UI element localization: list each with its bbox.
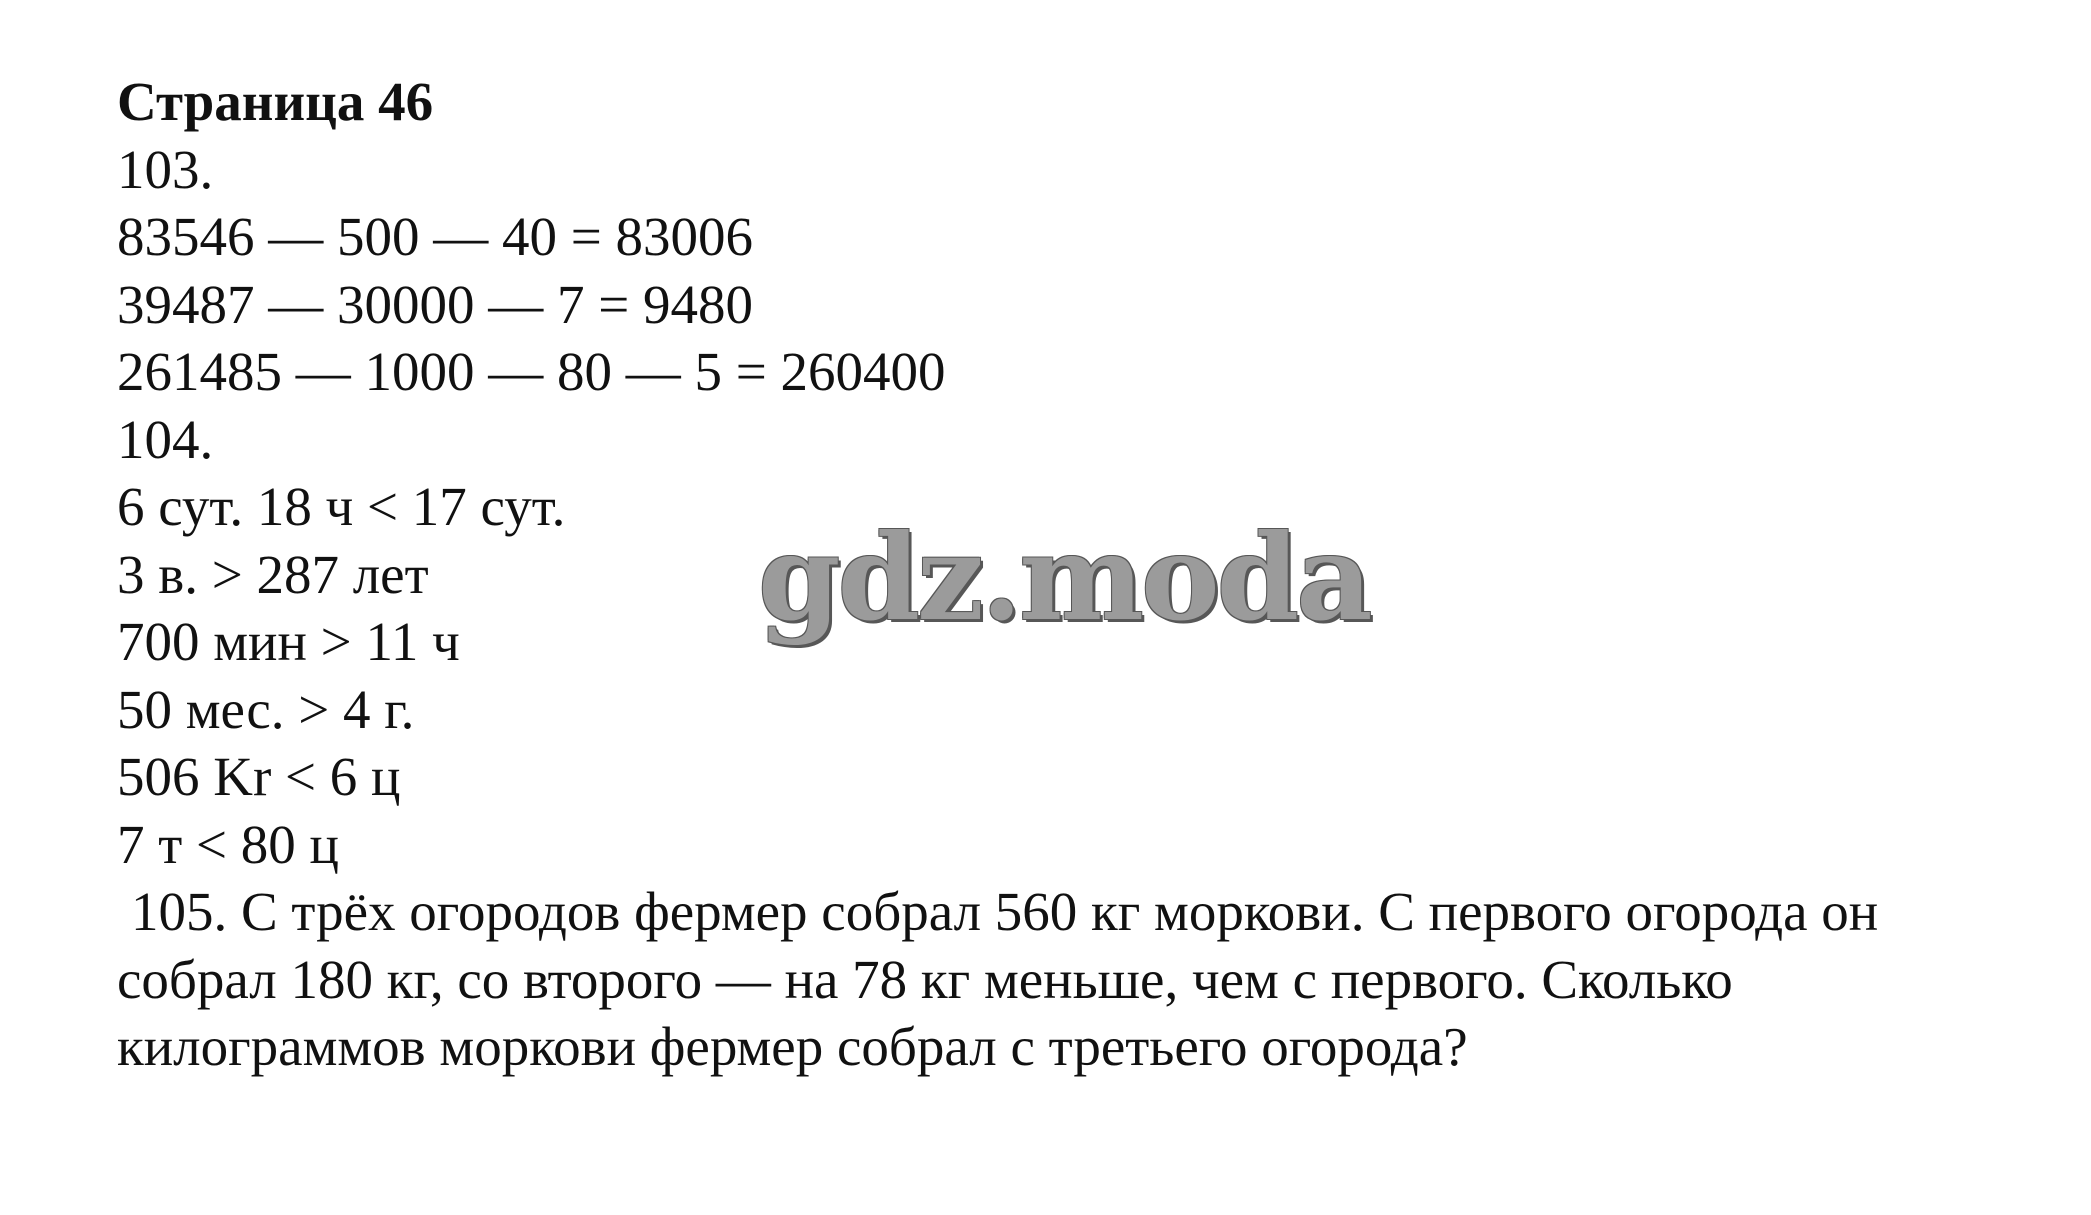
- page-title: Страница 46: [117, 71, 434, 132]
- problem-105-line: 105. С трёх огородов фермер собрал 560 кг моркови. С первого огорода он: [131, 881, 1879, 942]
- comparison-line: 50 мес. > 4 г.: [117, 678, 415, 740]
- equation-line: 261485 — 1000 — 80 — 5 = 260400: [117, 341, 946, 402]
- comparison-line: 6 сут. 18 ч < 17 сут.: [117, 476, 566, 537]
- problem-105-line: собрал 180 кг, со второго — на 78 кг меньше, чем с первого. Сколько: [117, 948, 1733, 1010]
- comparison-line: 506 Kr < 6 ц: [117, 746, 401, 807]
- comparison-line: 3 в. > 287 лет: [117, 543, 429, 605]
- equation-line: 39487 — 30000 — 7 = 9480: [117, 273, 754, 335]
- problem-105-line: килограммов моркови фермер собрал с третьего огорода?: [117, 1016, 1468, 1077]
- equation-line: 83546 — 500 — 40 = 83006: [117, 206, 754, 267]
- comparison-line: 700 мин > 11 ч: [117, 611, 460, 672]
- task-number-104: 104.: [117, 408, 214, 470]
- comparison-line: 7 т < 80 ц: [117, 813, 339, 875]
- watermark-logo: gdz.moda: [758, 508, 1370, 647]
- task-number-103: 103.: [117, 138, 214, 200]
